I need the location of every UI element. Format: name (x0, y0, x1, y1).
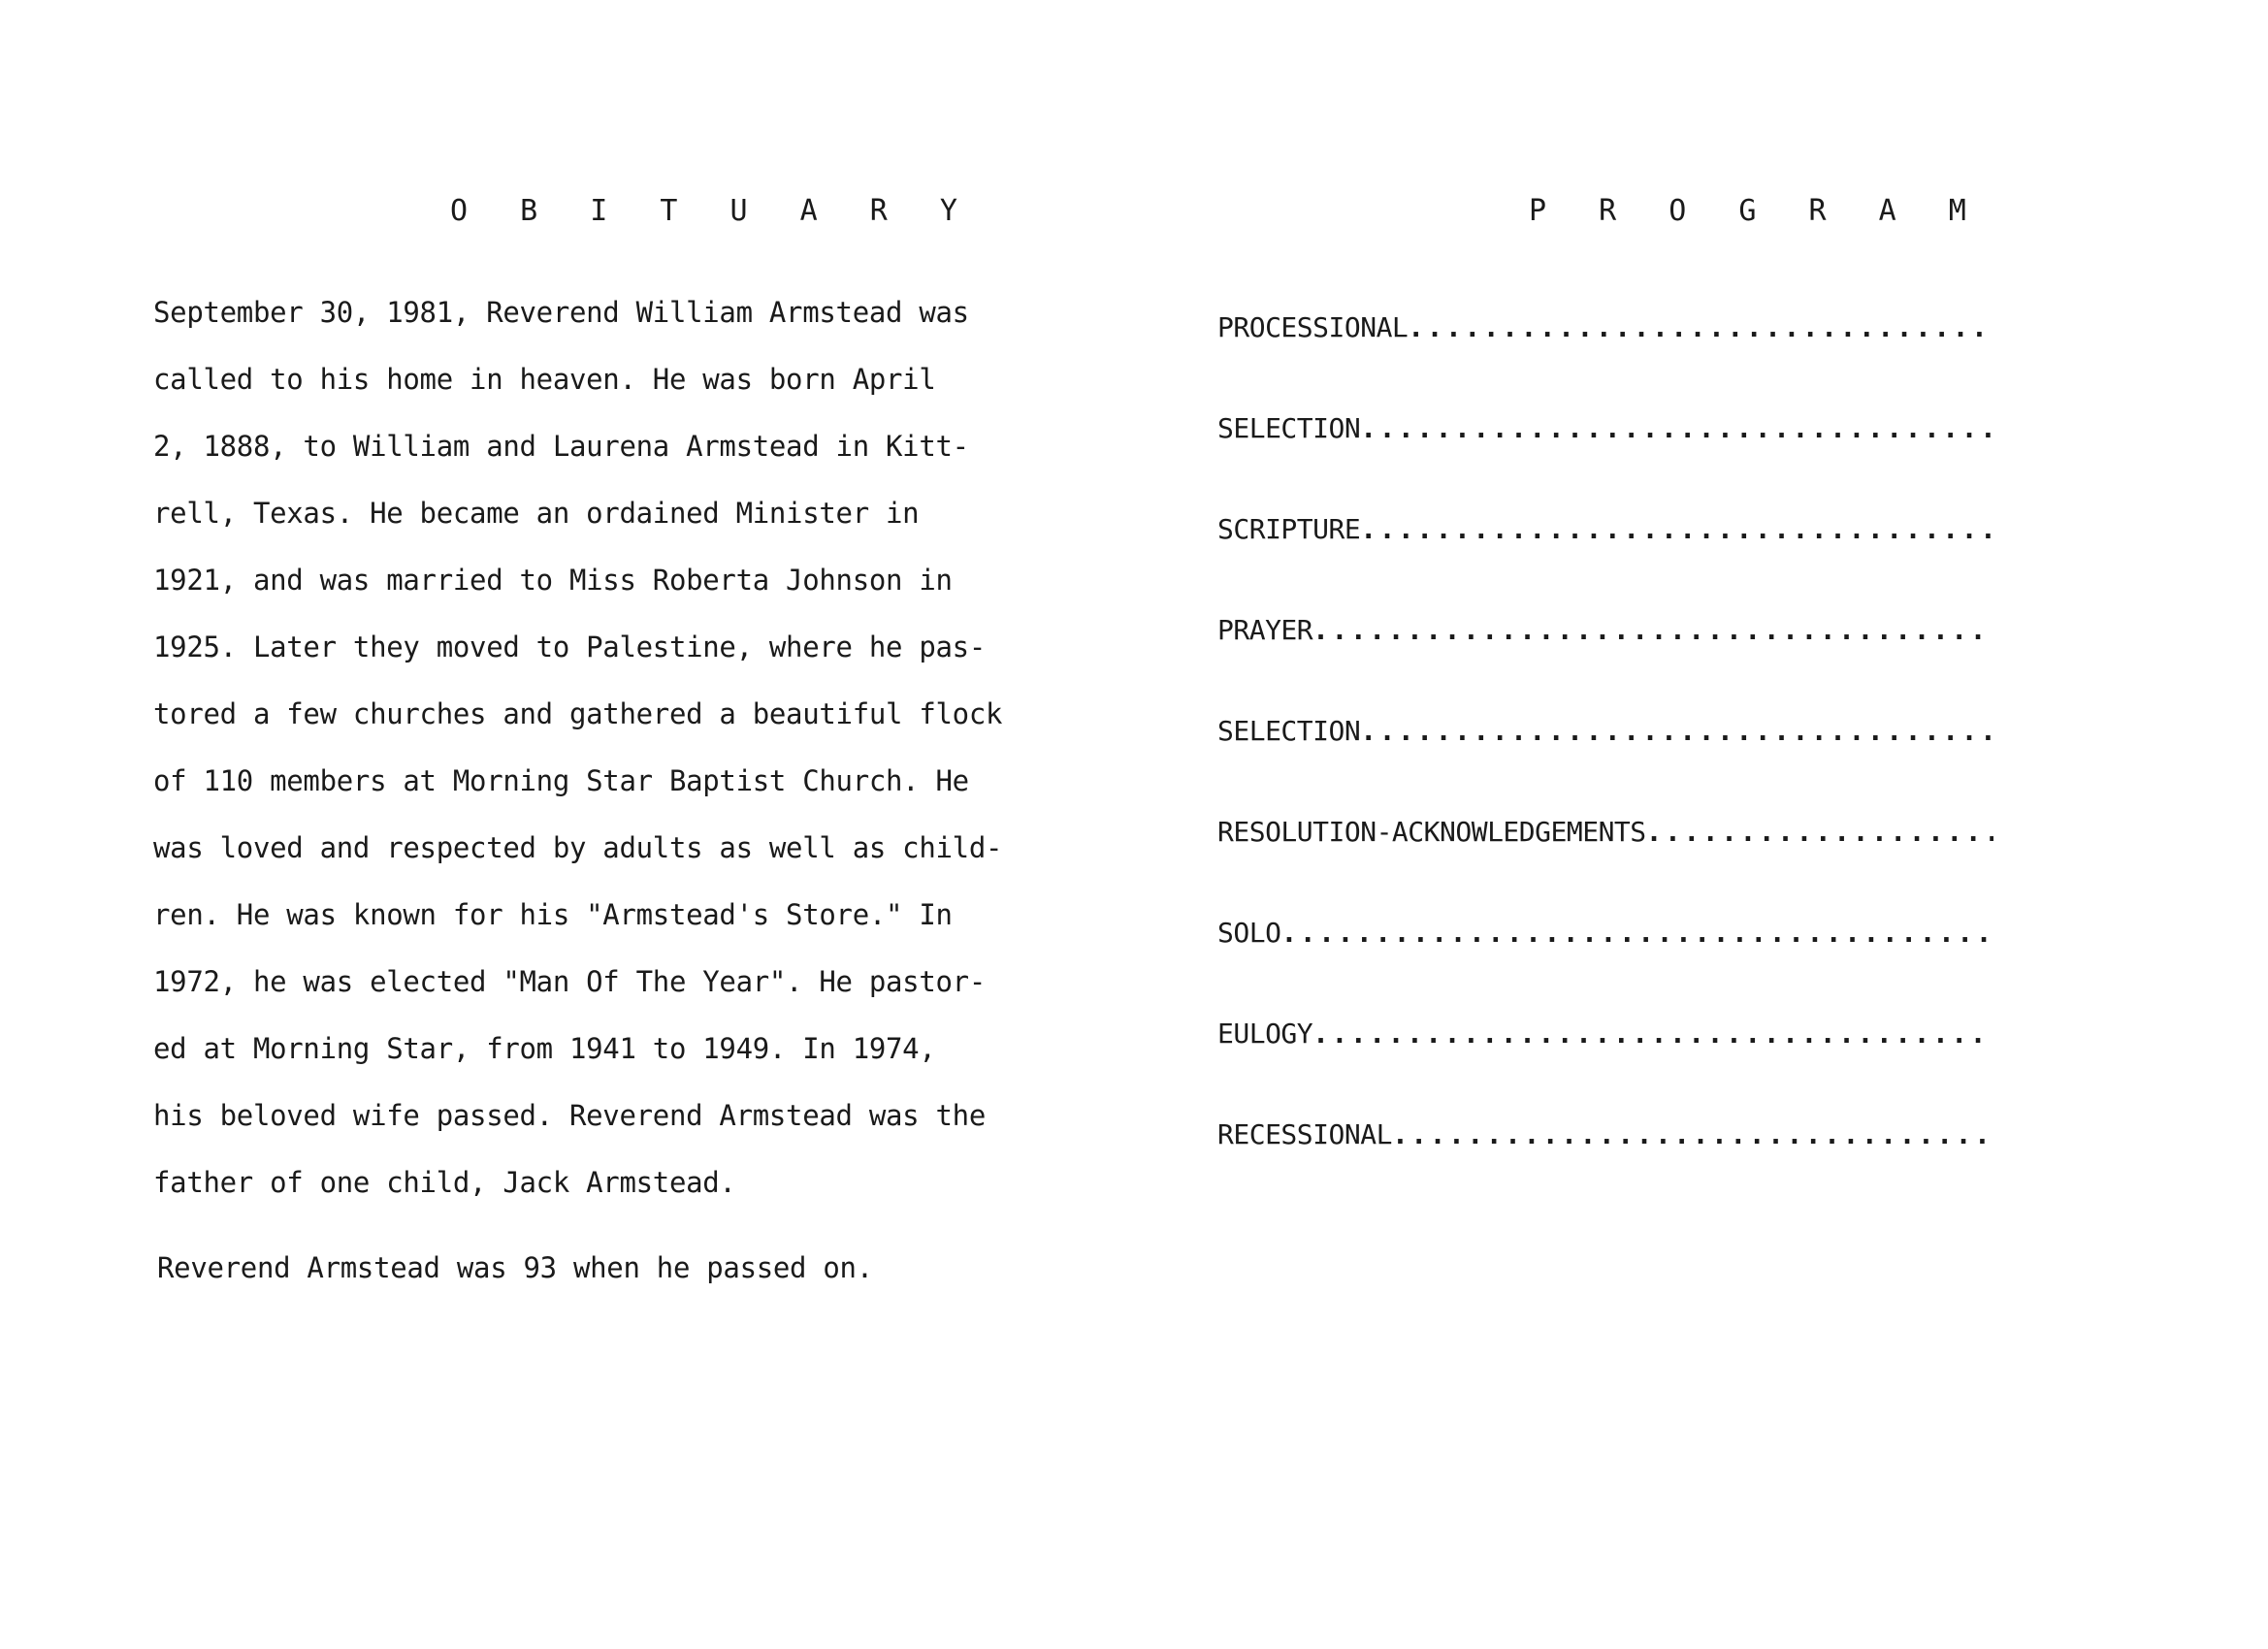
obituary-closing-line: Reverend Armstead was 93 when he passed on. (157, 1251, 873, 1284)
program-item-label: PRAYER (1217, 614, 1313, 646)
program-item (1217, 712, 1993, 813)
program-item (1217, 813, 1993, 914)
program-item-label: SELECTION (1217, 715, 1361, 747)
obituary-line: father of one child, Jack Armstead. (153, 1166, 736, 1199)
dot-leader (1280, 914, 1993, 953)
dot-leader (1392, 1116, 1993, 1154)
obituary-line: of 110 members at Morning Star Baptist Church. He (153, 764, 969, 797)
obituary-line: rell, Texas. He became an ordained Minister in (153, 497, 920, 530)
program-item (1217, 611, 1993, 712)
dot-leader (1360, 510, 1993, 549)
program-item-label: EULOGY (1217, 1018, 1313, 1050)
obituary-line: ed at Morning Star, from 1941 to 1949. In 1974, (153, 1032, 936, 1065)
program-item-label: SELECTION (1217, 412, 1361, 444)
program-item (1217, 1015, 1993, 1116)
program-item-label: SOLO (1217, 917, 1281, 949)
program-item (1217, 409, 1993, 510)
obituary-line: his beloved wife passed. Reverend Armstead was the (153, 1099, 986, 1132)
obituary-line: 1925. Later they moved to Palestine, where he pas- (153, 630, 986, 663)
program-item-label: SCRIPTURE (1217, 513, 1361, 545)
dot-leader (1646, 813, 1993, 852)
obituary-heading: O B I T U A R Y (450, 194, 975, 228)
program-item-label: PROCESSIONAL (1217, 311, 1409, 343)
obituary-line: September 30, 1981, Reverend William Armstead was (153, 296, 969, 329)
program-list (1217, 308, 1993, 1216)
obituary-line: 1921, and was married to Miss Roberta Johnson in (153, 564, 953, 597)
program-item (1217, 1116, 1993, 1216)
obituary-line: ren. He was known for his "Armstead's Store." In (153, 898, 953, 931)
obituary-line: 2, 1888, to William and Laurena Armstead in Kitt- (153, 430, 969, 463)
dot-leader (1312, 611, 1993, 650)
obituary-line: 1972, he was elected "Man Of The Year". He pastor- (153, 965, 986, 998)
dot-leader (1408, 308, 1993, 347)
program-item (1217, 308, 1993, 409)
program-item-label: RECESSIONAL (1217, 1118, 1392, 1150)
dot-leader (1360, 409, 1993, 448)
obituary-line: was loved and respected by adults as well as child- (153, 831, 1003, 864)
obituary-line: called to his home in heaven. He was born April (153, 363, 936, 396)
obituary-text (153, 293, 1026, 1230)
obituary-line: tored a few churches and gathered a beautiful flock (153, 697, 1003, 730)
program-item (1217, 914, 1993, 1015)
dot-leader (1360, 712, 1993, 751)
dot-leader (1312, 1015, 1993, 1053)
program-heading: P R O G R A M (1529, 194, 1984, 228)
program-item (1217, 510, 1993, 611)
program-item-label: RESOLUTION-ACKNOWLEDGEMENTS (1217, 816, 1646, 848)
